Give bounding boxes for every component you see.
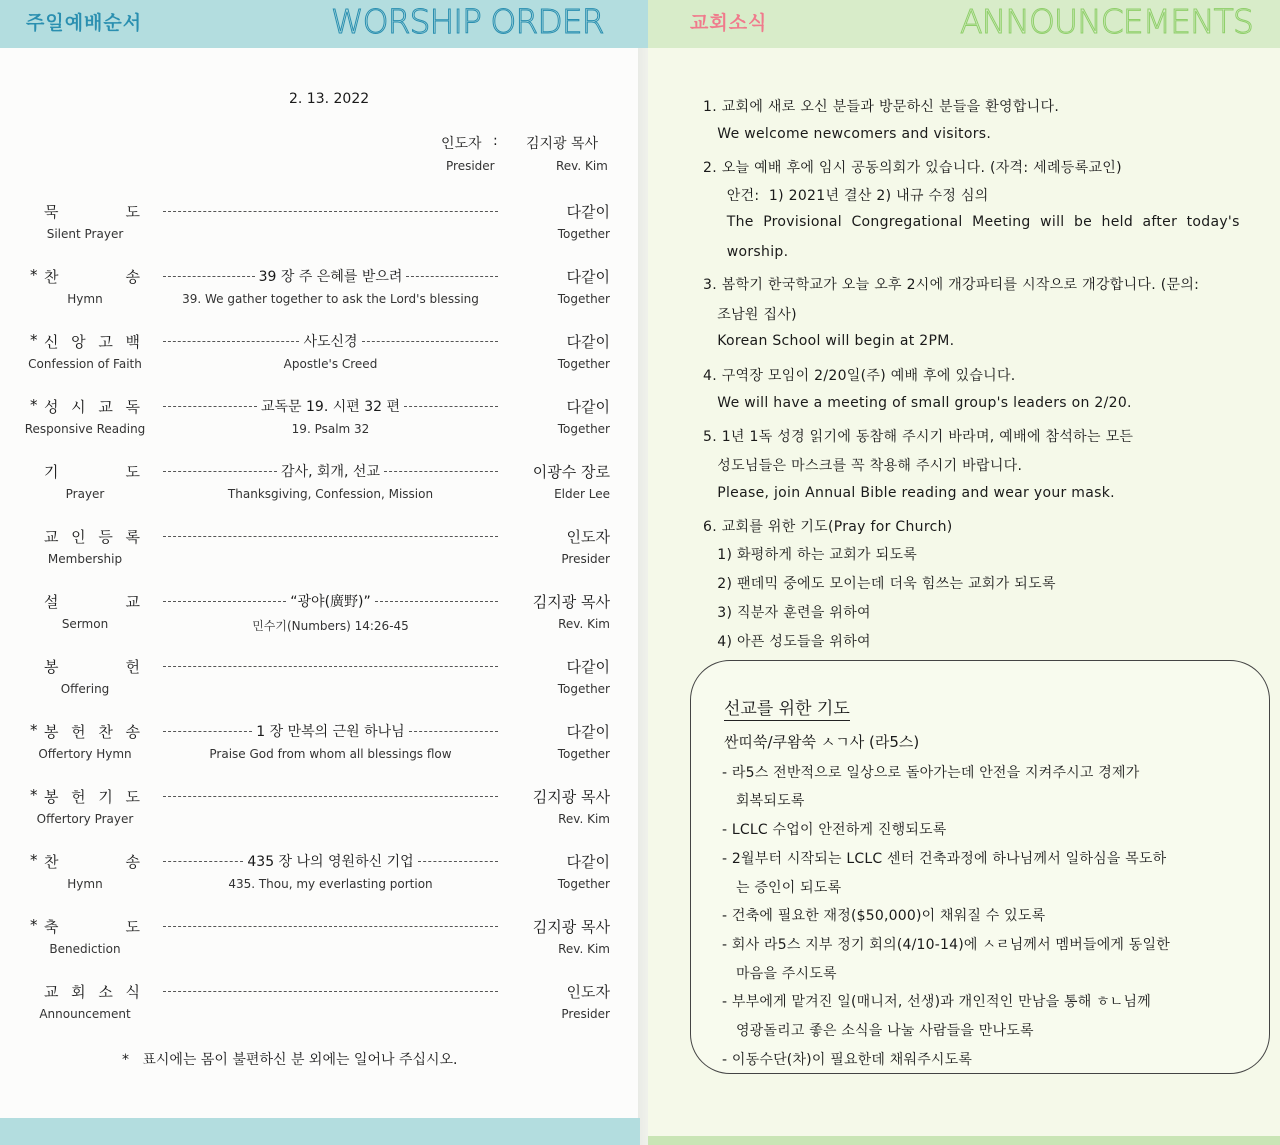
announcement-line: worship. — [703, 244, 789, 260]
order-item-leader-korean: 다같이 — [566, 398, 610, 416]
order-item-detail — [163, 461, 498, 480]
order-item-detail-english: 39. We gather together to ask the Lord's blessing — [182, 292, 479, 306]
order-item-korean-char: 교 — [125, 593, 140, 611]
order-item-korean-label — [44, 461, 140, 482]
order-item-korean-char: 인 — [71, 528, 86, 546]
order-item-korean-char: 신 — [44, 333, 59, 351]
dotted-leader — [163, 796, 498, 797]
order-item-english: Announcement — [39, 1007, 131, 1021]
dotted-leader — [163, 926, 498, 927]
order-item-english: Sermon — [61, 617, 109, 631]
order-item-leader-korean: 다같이 — [566, 203, 610, 221]
presider-name-ko: 김지광 목사 — [526, 136, 599, 152]
order-row — [0, 266, 640, 326]
dotted-leader — [362, 341, 498, 342]
dotted-leader — [163, 861, 243, 862]
order-item-detail-english: 19. Psalm 32 — [291, 422, 370, 436]
order-item-leader-english: Together — [557, 357, 610, 371]
order-item-korean-char: 봉 — [44, 788, 59, 806]
order-row — [0, 786, 640, 846]
order-item-detail-english: Apostle's Creed — [283, 357, 378, 371]
dotted-leader — [163, 536, 498, 537]
order-item-leader-korean: 다같이 — [566, 723, 610, 741]
mission-prayer-line: - 이동수단(차)이 필요한데 채워주시도록 — [722, 1052, 973, 1068]
announcement-line: 4) 아픈 성도들을 위하여 — [703, 634, 871, 650]
standing-note: * 표시에는 몸이 불편하신 분 외에는 일어나 주십시오. — [122, 1052, 458, 1068]
dotted-leader — [163, 601, 286, 602]
order-item-english: Hymn — [67, 292, 103, 306]
order-row — [0, 201, 640, 261]
order-item-korean-char: 회 — [71, 983, 86, 1001]
mission-prayer-line: - 회사 라5스 지부 정기 회의(4/10-14)에 ㅅㄹ님께서 멤버들에게 동일한 — [722, 937, 1170, 953]
order-item-leader-korean: 김지광 목사 — [532, 918, 610, 936]
order-row — [0, 591, 640, 651]
dotted-leader — [163, 666, 498, 667]
dotted-leader — [406, 276, 498, 277]
order-row — [0, 526, 640, 586]
required-standing-mark: * — [30, 266, 38, 284]
dotted-leader — [163, 471, 277, 472]
order-item-korean-char: 송 — [125, 268, 140, 286]
order-item-detail — [163, 851, 498, 870]
order-item-leader-korean: 인도자 — [566, 983, 610, 1001]
order-item-korean-label — [44, 916, 140, 937]
announcements-header-korean: 교회소식 — [690, 12, 768, 34]
order-item-english: Membership — [47, 552, 123, 566]
order-item-leader-english: Together — [557, 877, 610, 891]
order-row — [0, 916, 640, 976]
order-item-detail-korean: 사도신경 — [303, 333, 358, 350]
mission-prayer-line: 회복되도록 — [722, 793, 805, 809]
required-standing-mark: * — [30, 721, 38, 739]
order-item-detail-english: Thanksgiving, Confession, Mission — [227, 487, 434, 501]
order-row — [0, 461, 640, 521]
order-item-leader-english: Rev. Kim — [558, 812, 610, 826]
order-item-leader-english: Together — [557, 227, 610, 241]
order-item-korean-char: 등 — [98, 528, 113, 546]
order-item-detail-korean: “광야(廣野)” — [290, 593, 371, 610]
order-item-korean-label — [44, 331, 140, 352]
order-item-korean-char: 송 — [125, 723, 140, 741]
mission-prayer-line: - 건축에 필요한 재정($50,000)이 채워질 수 있도록 — [722, 908, 1046, 924]
order-item-leader-english: Together — [557, 747, 610, 761]
order-item-leader-english: Together — [557, 682, 610, 696]
order-item-leader-english: Presider — [561, 1007, 610, 1021]
order-item-detail-korean: 감사, 회개, 선교 — [281, 463, 380, 480]
order-item-detail — [163, 656, 498, 675]
mission-prayer-line: 마음을 주시도록 — [722, 966, 837, 982]
order-item-detail-korean: 39 장 주 은혜를 받으려 — [258, 268, 403, 285]
order-item-detail-korean: 1 장 만복의 근원 하나님 — [256, 723, 405, 740]
order-item-korean-char: 축 — [44, 918, 59, 936]
order-row — [0, 721, 640, 781]
order-item-korean-char: 봉 — [44, 658, 59, 676]
order-item-english: Offertory Prayer — [36, 812, 134, 826]
order-item-korean-label — [44, 851, 140, 872]
order-item-korean-char: 도 — [125, 463, 140, 481]
order-item-korean-char: 성 — [44, 398, 59, 416]
dotted-leader — [163, 211, 498, 212]
required-standing-mark: * — [30, 916, 38, 934]
order-item-korean-char: 독 — [125, 398, 140, 416]
announcement-line: 안건: 1) 2021년 결산 2) 내규 수정 심의 — [703, 188, 989, 204]
order-item-korean-label — [44, 591, 140, 612]
order-item-korean-char: 묵 — [44, 203, 59, 221]
announcements-header-band — [648, 0, 1280, 48]
order-item-korean-char: 기 — [44, 463, 59, 481]
order-item-detail — [163, 331, 498, 350]
order-item-english: Offering — [60, 682, 110, 696]
order-item-english: Benediction — [49, 942, 121, 956]
presider-label-en: Presider — [446, 159, 495, 173]
order-item-korean-label — [44, 266, 140, 287]
dotted-leader — [163, 341, 299, 342]
announcement-line: 3) 직분자 훈련을 위하여 — [703, 605, 871, 621]
order-item-korean-char: 헌 — [71, 723, 86, 741]
order-item-leader-korean: 이광수 장로 — [532, 463, 610, 481]
announcements-header-english: ANNOUNCEMENTS — [960, 2, 1253, 41]
dotted-leader — [163, 276, 255, 277]
worship-footer-band — [0, 1118, 640, 1145]
presider-name-en: Rev. Kim — [556, 159, 608, 173]
order-item-leader-korean: 다같이 — [566, 853, 610, 871]
order-item-leader-korean: 김지광 목사 — [532, 593, 610, 611]
announcement-line: Please, join Annual Bible reading and wear your mask. — [703, 485, 1115, 501]
worship-header-band — [0, 0, 648, 48]
order-item-korean-char: 설 — [44, 593, 59, 611]
mission-prayer-title: 선교를 위한 기도 — [724, 694, 850, 721]
order-item-korean-char: 고 — [98, 333, 113, 351]
order-item-korean-label — [44, 786, 140, 807]
order-row — [0, 331, 640, 391]
order-item-leader-korean: 김지광 목사 — [532, 788, 610, 806]
announcement-line: We will have a meeting of small group's leaders on 2/20. — [703, 395, 1132, 411]
mission-prayer-line: 영광돌리고 좋은 소식을 나눌 사람들을 만나도록 — [722, 1023, 1034, 1039]
mission-prayer-line: - 부부에게 맡겨진 일(매니저, 선생)과 개인적인 만남을 통해 ㅎㄴ님께 — [722, 994, 1151, 1010]
order-item-korean-label — [44, 656, 140, 677]
order-item-detail-english: 435. Thou, my everlasting portion — [228, 877, 433, 891]
order-item-detail — [163, 721, 498, 740]
order-item-korean-label — [44, 526, 140, 547]
announcement-line: The Provisional Congregational Meeting will be held after today's — [703, 214, 1240, 230]
mission-prayer-line: - 라5스 전반적으로 일상으로 돌아가는데 안전을 지켜주시고 경제가 — [722, 765, 1140, 781]
announcement-line: 6. 교회를 위한 기도(Pray for Church) — [703, 519, 953, 535]
order-item-korean-char: 도 — [125, 918, 140, 936]
order-item-detail — [163, 591, 498, 610]
announcement-line: 2. 오늘 예배 후에 임시 공동의회가 있습니다. (자격: 세례등록교인) — [703, 160, 1122, 176]
dotted-leader — [409, 731, 498, 732]
dotted-leader — [404, 406, 498, 407]
announcements-footer-band — [648, 1136, 1280, 1145]
order-item-leader-korean: 다같이 — [566, 658, 610, 676]
order-item-english: Confession of Faith — [28, 357, 142, 371]
order-item-korean-char: 시 — [71, 398, 86, 416]
announcement-line: Korean School will begin at 2PM. — [703, 333, 955, 349]
order-row — [0, 981, 640, 1041]
announcement-line: 1) 화평하게 하는 교회가 되도록 — [703, 547, 918, 563]
dotted-leader — [375, 601, 498, 602]
required-standing-mark: * — [30, 331, 38, 349]
order-item-korean-char: 찬 — [98, 723, 113, 741]
dotted-leader — [163, 406, 257, 407]
order-item-korean-char: 식 — [125, 983, 140, 1001]
order-item-detail — [163, 201, 498, 220]
announcement-line: We welcome newcomers and visitors. — [703, 126, 992, 142]
required-standing-mark: * — [30, 786, 38, 804]
order-item-detail-korean: 435 장 나의 영원하신 기업 — [247, 853, 414, 870]
order-item-leader-english: Presider — [561, 552, 610, 566]
order-item-korean-label — [44, 981, 140, 1002]
order-item-leader-english: Rev. Kim — [558, 942, 610, 956]
order-item-detail — [163, 266, 498, 285]
service-date: 2. 13. 2022 — [289, 91, 370, 107]
order-item-leader-english: Together — [557, 422, 610, 436]
order-item-korean-char: 교 — [44, 528, 59, 546]
order-item-korean-char: 소 — [98, 983, 113, 1001]
order-item-detail-korean: 교독문 19. 시편 32 편 — [260, 398, 401, 415]
dotted-leader — [384, 471, 498, 472]
announcement-line: 3. 봄학기 한국학교가 오늘 오후 2시에 개강파티를 시작으로 개강합니다. (문의: — [703, 277, 1200, 293]
order-row — [0, 656, 640, 716]
order-item-korean-char: 교 — [44, 983, 59, 1001]
order-item-leader-korean: 다같이 — [566, 333, 610, 351]
order-item-detail — [163, 526, 498, 545]
order-item-leader-korean: 다같이 — [566, 268, 610, 286]
order-item-english: Responsive Reading — [24, 422, 146, 436]
order-item-korean-char: 록 — [125, 528, 140, 546]
worship-header-english: WORSHIP ORDER — [331, 2, 604, 41]
order-item-detail — [163, 786, 498, 805]
order-item-korean-char: 기 — [98, 788, 113, 806]
dotted-leader — [418, 861, 498, 862]
order-item-korean-char: 찬 — [44, 853, 59, 871]
order-item-detail-english: Praise God from whom all blessings flow — [209, 747, 452, 761]
order-item-korean-char: 봉 — [44, 723, 59, 741]
order-item-korean-char: 교 — [98, 398, 113, 416]
mission-prayer-line: - 2월부터 시작되는 LCLC 센터 건축과정에 하나님께서 일하심을 목도하 — [722, 851, 1167, 867]
announcement-line: 성도님들은 마스크를 꼭 착용해 주시기 바랍니다. — [703, 458, 1023, 474]
order-item-korean-char: 앙 — [71, 333, 86, 351]
presider-colon: : — [493, 133, 498, 149]
order-item-korean-label — [44, 721, 140, 742]
order-item-korean-char: 도 — [125, 788, 140, 806]
mission-prayer-line: - LCLC 수업이 안전하게 진행되도록 — [722, 822, 947, 838]
announcement-line: 4. 구역장 모임이 2/20일(주) 예배 후에 있습니다. — [703, 368, 1016, 384]
order-item-detail — [163, 396, 498, 415]
order-item-english: Prayer — [65, 487, 105, 501]
order-item-korean-char: 도 — [125, 203, 140, 221]
order-item-leader-korean: 인도자 — [566, 528, 610, 546]
order-item-korean-char: 찬 — [44, 268, 59, 286]
order-item-korean-char: 헌 — [125, 658, 140, 676]
announcement-line: 1. 교회에 새로 오신 분들과 방문하신 분들을 환영합니다. — [703, 99, 1060, 115]
announcement-line: 5. 1년 1독 성경 읽기에 동참해 주시기 바라며, 예배에 참석하는 모든 — [703, 429, 1134, 445]
order-item-korean-label — [44, 396, 140, 417]
mission-prayer-subtitle: 싼띠쑥/쿠왐쑥 ㅅㄱ사 (라5스) — [724, 733, 920, 751]
order-item-korean-char: 백 — [125, 333, 140, 351]
order-item-korean-char: 헌 — [71, 788, 86, 806]
order-item-english: Offertory Hymn — [38, 747, 132, 761]
announcement-line: 조남원 집사) — [703, 307, 797, 323]
mission-prayer-line: 는 증인이 되도록 — [722, 880, 842, 896]
presider-label-ko: 인도자 — [441, 136, 482, 152]
order-item-english: Hymn — [67, 877, 103, 891]
required-standing-mark: * — [30, 396, 38, 414]
dotted-leader — [163, 991, 498, 992]
order-item-english: Silent Prayer — [46, 227, 124, 241]
dotted-leader — [163, 731, 252, 732]
order-item-detail — [163, 916, 498, 935]
order-item-detail — [163, 981, 498, 1000]
order-item-detail-english: 민수기(Numbers) 14:26-45 — [252, 619, 409, 633]
order-item-korean-char: 송 — [125, 853, 140, 871]
worship-header-korean: 주일예배순서 — [26, 12, 143, 34]
order-item-leader-english: Rev. Kim — [558, 617, 610, 631]
announcement-line: 2) 팬데믹 중에도 모이는데 더욱 힘쓰는 교회가 되도록 — [703, 576, 1056, 592]
required-standing-mark: * — [30, 851, 38, 869]
order-item-leader-english: Elder Lee — [554, 487, 610, 501]
order-row — [0, 851, 640, 911]
order-item-leader-english: Together — [557, 292, 610, 306]
order-row — [0, 396, 640, 456]
order-item-korean-label — [44, 201, 140, 222]
